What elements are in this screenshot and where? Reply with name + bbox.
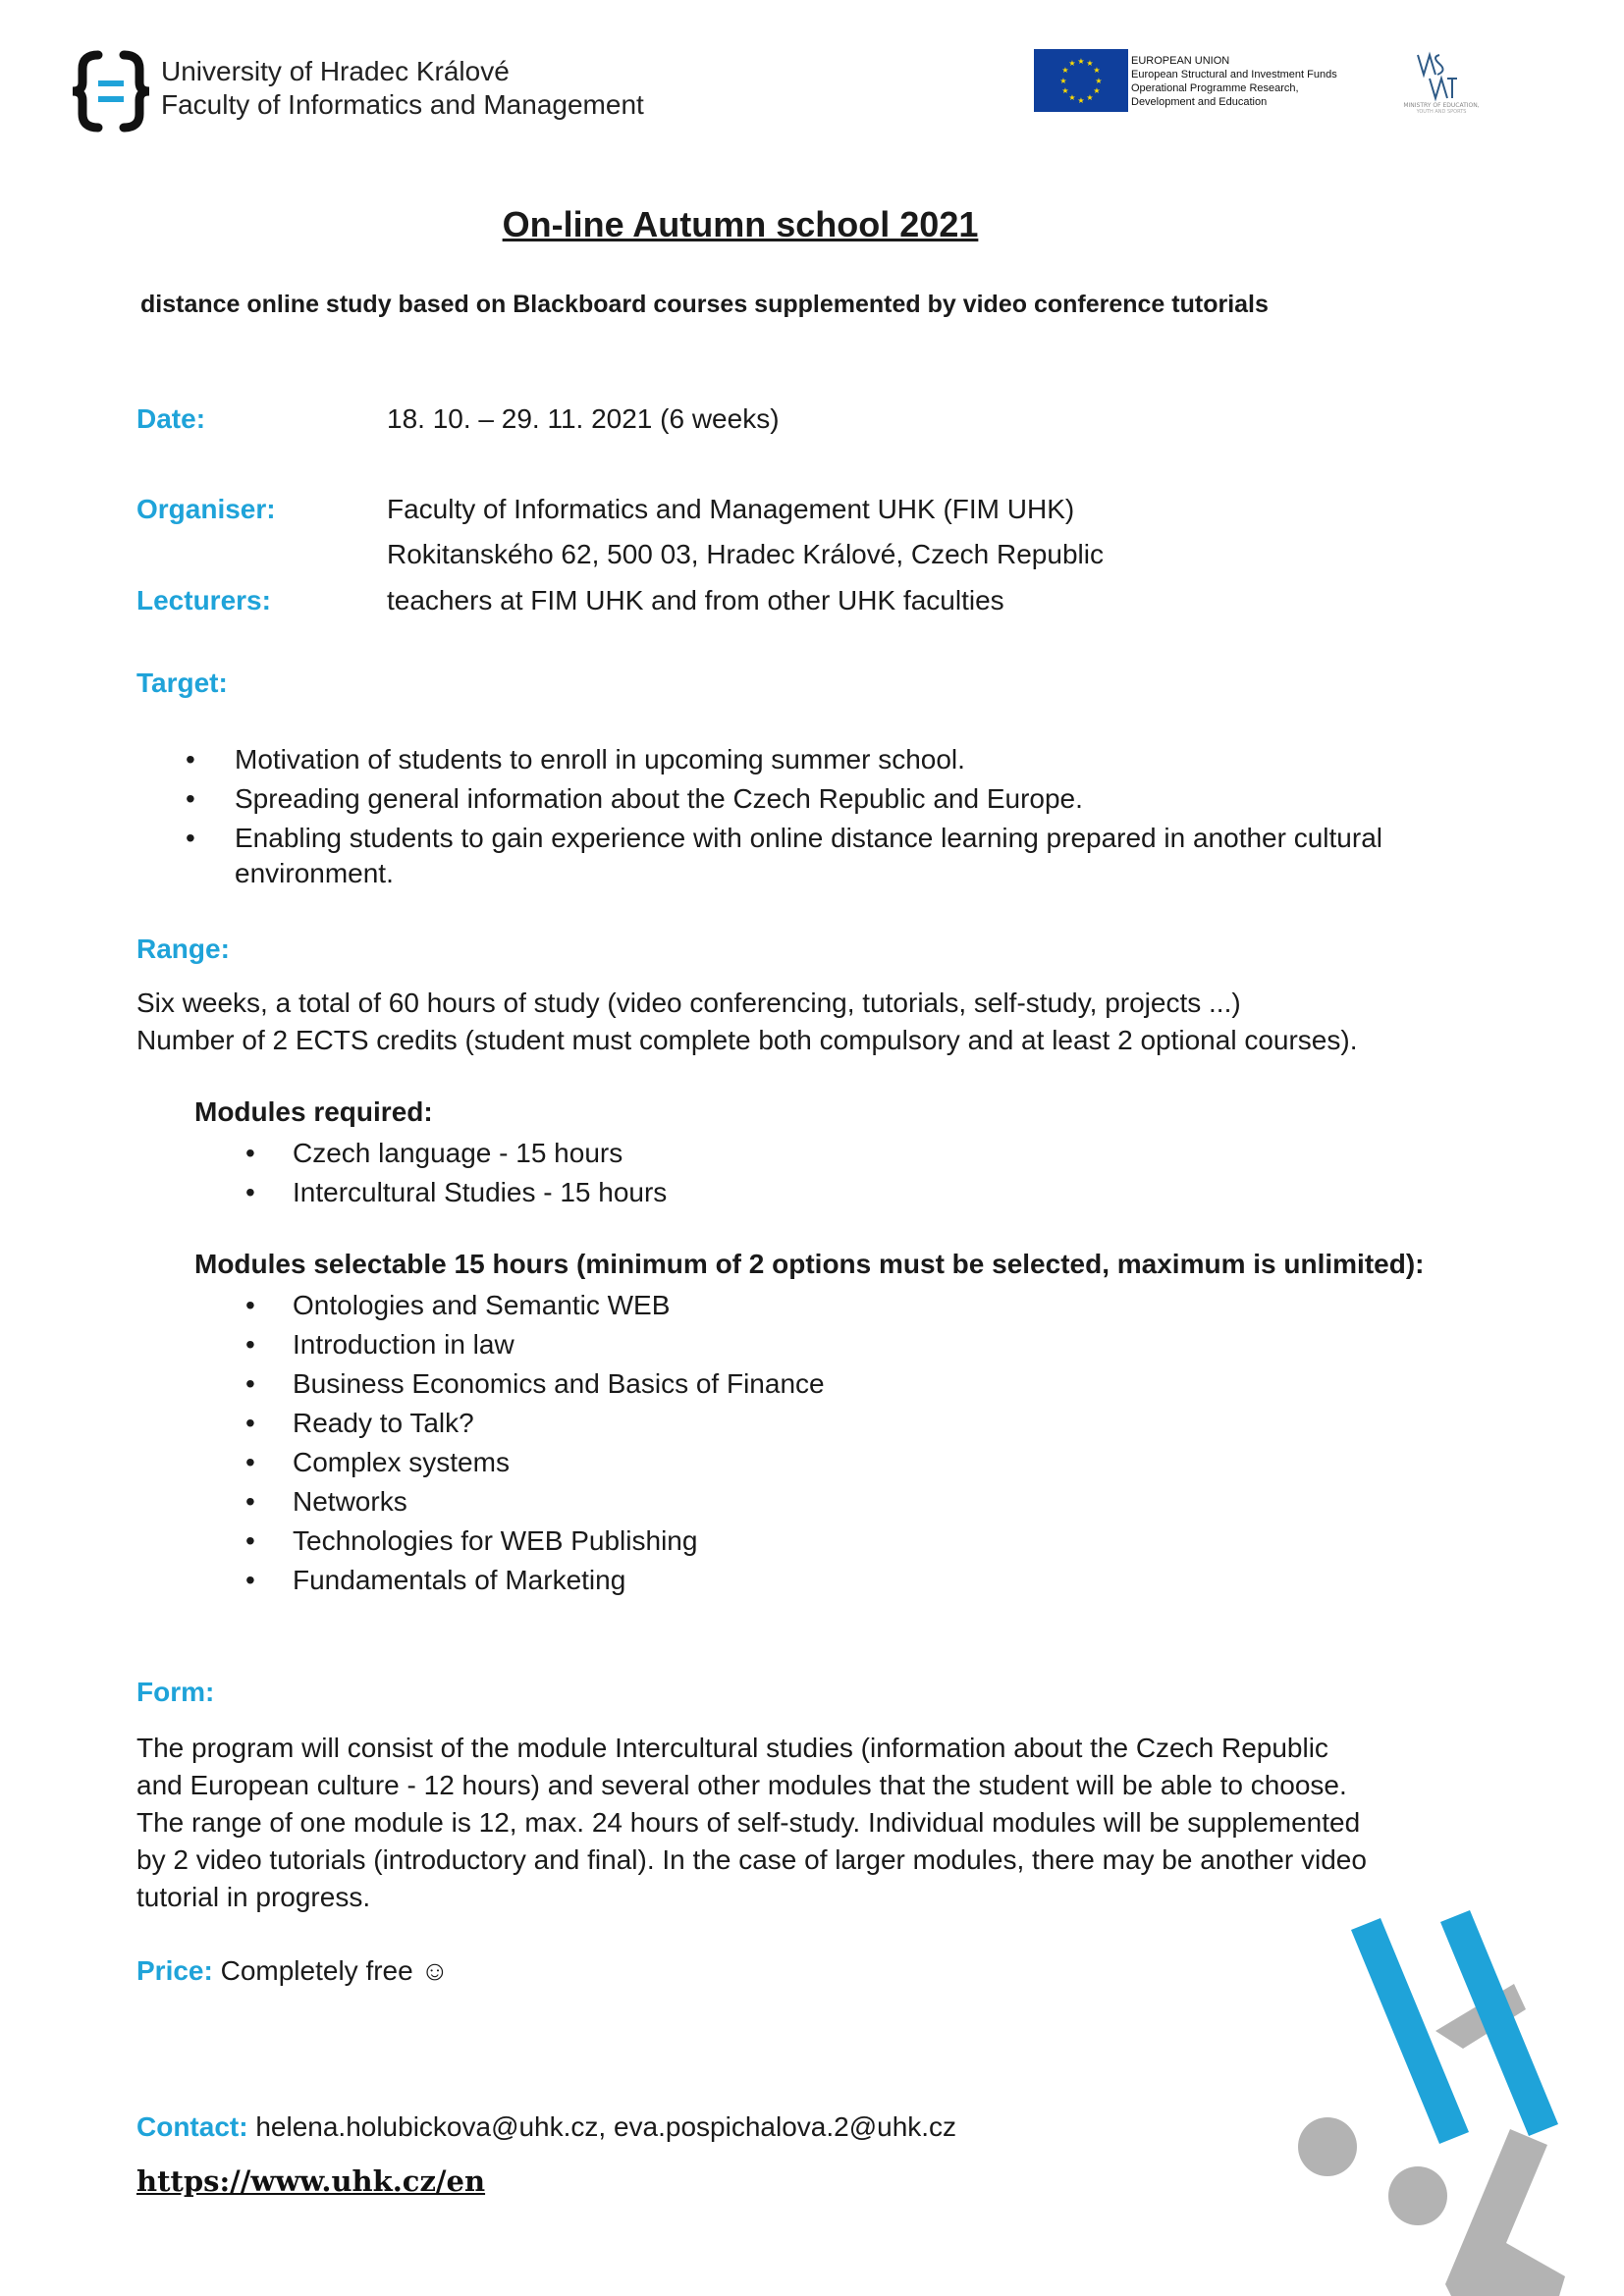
ministry-line-2: YOUTH AND SPORTS (1416, 109, 1467, 114)
contact-emails[interactable]: helena.holubickova@uhk.cz, eva.pospichalova.2@uhk.cz (255, 2111, 957, 2142)
list-item: • Motivation of students to enroll in upcoming summer school. (136, 740, 1382, 779)
contact-row (136, 2109, 956, 2146)
university-logo-icon (69, 49, 153, 133)
svg-text:★: ★ (1086, 93, 1094, 102)
price-value: Completely free ☺ (220, 1955, 450, 1986)
list-item: • Business Economics and Basics of Finance (194, 1364, 825, 1404)
list-item: • Fundamentals of Marketing (194, 1561, 825, 1600)
target-label: Target: (136, 667, 228, 698)
svg-text:★: ★ (1068, 59, 1076, 68)
list-item: • Introduction in law (194, 1325, 825, 1364)
price-row (136, 1952, 449, 1990)
target-item-continuation: environment. (235, 858, 394, 888)
svg-text:★: ★ (1093, 66, 1101, 75)
eu-funding-text (1131, 54, 1337, 109)
modules-required-list (194, 1134, 667, 1212)
form-text-line: The program will consist of the module Intercultural studies (information about the Czech Republic (136, 1733, 1328, 1763)
list-item: • Ready to Talk? (194, 1404, 825, 1443)
ministry-logo-icon (1384, 49, 1498, 114)
website-link[interactable]: https://www.uhk.cz/en (136, 2164, 486, 2198)
svg-text:★: ★ (1086, 59, 1094, 68)
contact-label: Contact: (136, 2111, 248, 2142)
range-credits: Number of 2 ECTS credits (student must complete both compulsory and at least 2 optional courses). (136, 1025, 1358, 1055)
svg-text:★: ★ (1095, 77, 1103, 85)
svg-text:★: ★ (1068, 93, 1076, 102)
date-label: Date: (136, 403, 206, 434)
lecturers-label: Lecturers: (136, 585, 271, 615)
list-item: • Technologies for WEB Publishing (194, 1522, 825, 1561)
organiser-label: Organiser: (136, 494, 276, 524)
svg-text:★: ★ (1077, 57, 1085, 66)
form-text-line: by 2 video tutorials (introductory and final). In the case of larger modules, there may be another video (136, 1844, 1367, 1875)
organiser-name: Faculty of Informatics and Management UHK (FIM UHK) (387, 494, 1075, 524)
list-item: • Czech language - 15 hours (194, 1134, 667, 1173)
price-label: Price: (136, 1955, 213, 1986)
svg-text:★: ★ (1077, 96, 1085, 105)
ministry-line-1: MINISTRY OF EDUCATION, (1403, 102, 1480, 109)
form-text-line: The range of one module is 12, max. 24 hours of self-study. Individual modules will be supplemented (136, 1807, 1361, 1838)
target-list (136, 740, 1382, 858)
uhk-decorative-graphic-icon (1271, 1903, 1624, 2296)
list-item: • Enabling students to gain experience with online distance learning prepared in another cultural (136, 819, 1382, 858)
range-hours: Six weeks, a total of 60 hours of study (video conferencing, tutorials, self-study, projects ...) (136, 988, 1241, 1018)
form-text-line: and European culture - 12 hours) and several other modules that the student will be able to choose. (136, 1770, 1347, 1800)
eu-line: European Structural and Investment Funds (1131, 69, 1337, 80)
university-name (161, 55, 644, 122)
form-text-line: tutorial in progress. (136, 1882, 371, 1912)
list-item: • Ontologies and Semantic WEB (194, 1286, 825, 1325)
eu-line: Operational Programme Research, (1131, 82, 1299, 94)
range-label: Range: (136, 934, 230, 964)
svg-text:★: ★ (1061, 86, 1069, 95)
list-item: • Complex systems (194, 1443, 825, 1482)
page-subtitle: distance online study based on Blackboard courses supplemented by video conference tutorials (140, 291, 1269, 318)
svg-text:★: ★ (1061, 66, 1069, 75)
modules-selectable-list (194, 1286, 825, 1600)
list-item: • Intercultural Studies - 15 hours (194, 1173, 667, 1212)
lecturers-value: teachers at FIM UHK and from other UHK faculties (387, 585, 1004, 615)
svg-text:★: ★ (1059, 77, 1067, 85)
faculty-name-line: Faculty of Informatics and Management (161, 89, 644, 120)
list-item: • Networks (194, 1482, 825, 1522)
eu-line: EUROPEAN UNION (1131, 55, 1230, 67)
modules-selectable-heading: Modules selectable 15 hours (minimum of 2 options must be selected, maximum is unlimited): (194, 1249, 1425, 1279)
date-value: 18. 10. – 29. 11. 2021 (6 weeks) (387, 403, 780, 434)
eu-line: Development and Education (1131, 96, 1268, 108)
svg-text:★: ★ (1093, 86, 1101, 95)
eu-flag-icon (1034, 49, 1128, 112)
list-item: • Spreading general information about the Czech Republic and Europe. (136, 779, 1382, 819)
form-label: Form: (136, 1677, 215, 1707)
university-name-line: University of Hradec Králové (161, 56, 510, 86)
page-title: On-line Autumn school 2021 (502, 204, 979, 244)
organiser-address: Rokitanského 62, 500 03, Hradec Králové, Czech Republic (387, 539, 1104, 569)
modules-required-heading: Modules required: (194, 1096, 433, 1127)
